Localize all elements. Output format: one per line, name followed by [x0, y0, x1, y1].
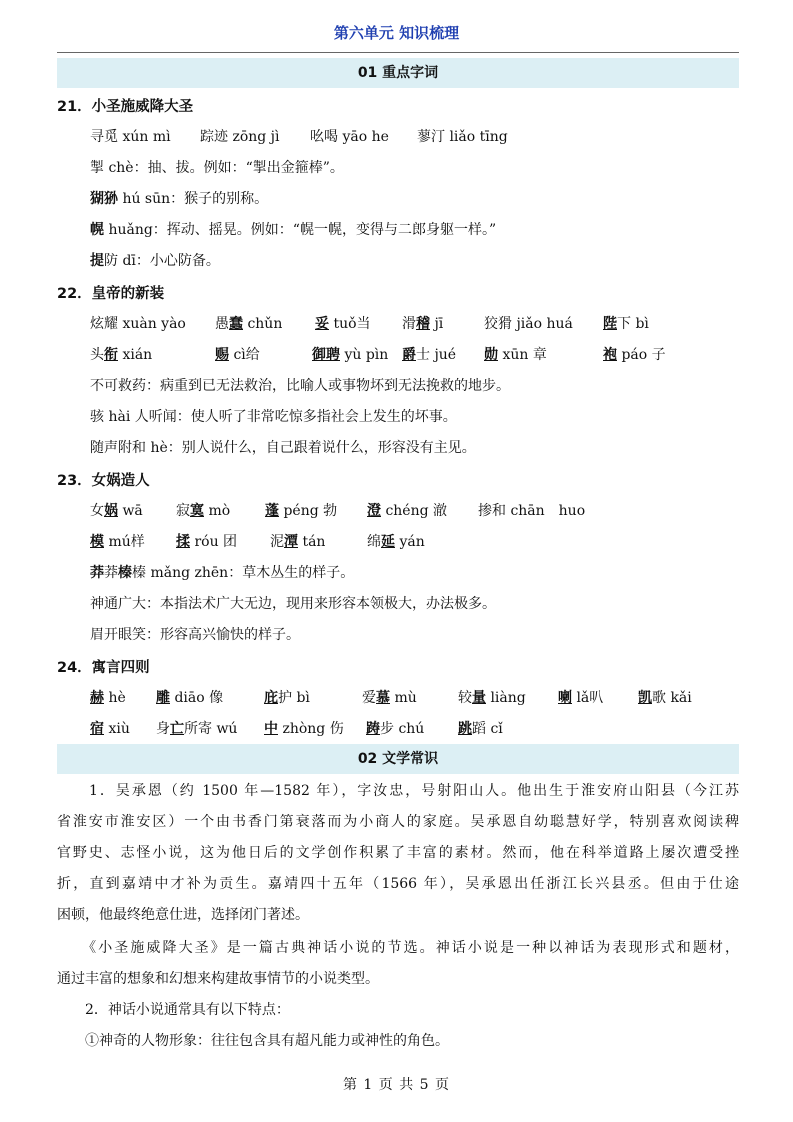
- paragraph-line: 1．吴承恩（约 1500 年—1582 年），字汝忠，号射阳山人。他出生于淮安府山阳县（今江苏: [57, 783, 739, 799]
- lesson-22-title: 22．皇帝的新装: [57, 286, 165, 302]
- word-item: 滑稽 jī: [402, 316, 444, 332]
- word-item: 宿 xiù: [90, 721, 130, 737]
- page-header-title: 第六单元 知识梳理: [333, 24, 460, 42]
- word-item: 中 zhòng 伤: [264, 721, 344, 737]
- definition-text: hú sūn：猴子的别称。: [118, 191, 269, 207]
- definition-text: huǎng：挥动、摇晃。例如：“幌一幌，变得与二郎身躯一样。”: [104, 222, 497, 238]
- word-item: 勋 xūn 章: [484, 347, 547, 363]
- word-item: 爱慕 mù: [362, 690, 417, 706]
- header-divider: [57, 52, 739, 53]
- definition-line: 神通广大：本指法术广大无边，现用来形容本领极大，办法极多。: [90, 596, 496, 612]
- definition-line: [90, 188, 268, 208]
- paragraph-line: 省淮安市淮安区）一个由书香门第衰落而为小商人的家庭。吴承恩自幼聪慧好学，特别喜欢阅读稗: [57, 814, 739, 830]
- lesson-24-title: 24．寓言四则: [57, 660, 150, 676]
- word-item: 炫耀 xuàn yào: [90, 316, 186, 332]
- word-item: 踪迹 zōng jì: [200, 129, 280, 145]
- word-item: 跳蹈 cǐ: [458, 721, 503, 737]
- word-item: 喇 lǎ叭: [558, 690, 604, 706]
- word-item: 绵延 yán: [367, 534, 425, 550]
- word-item: 头衔 xián: [90, 347, 153, 363]
- section-band-literature: 02 文学常识: [57, 744, 739, 774]
- word-item: 狡猾 jiǎo huá: [484, 316, 573, 332]
- word-item: 泥潭 tán: [270, 534, 326, 550]
- word-item: 寻觅 xún mì: [90, 129, 171, 145]
- word-item: 袍 páo 子: [603, 347, 666, 363]
- word-item: 吆喝 yāo he: [310, 129, 389, 145]
- word-item: 澄 chéng 澈: [367, 503, 448, 519]
- paragraph-line-end: 困顿，他最终绝意仕进，选择闭门著述。: [57, 907, 309, 923]
- word-item: 掺和 chān huo: [478, 503, 586, 519]
- word-item: 爵士 jué: [402, 347, 457, 363]
- word-item: 妥 tuǒ当: [315, 316, 371, 332]
- definition-line: [90, 219, 496, 239]
- word-item: 较量 liàng: [458, 690, 526, 706]
- definition-head: 提: [90, 253, 104, 269]
- word-item: 庇护 bì: [264, 690, 310, 706]
- definition-line: 莽莽榛榛 mǎng zhēn：草木丛生的样子。: [90, 565, 355, 581]
- word-item: 身亡所寄 wú: [156, 721, 238, 737]
- paragraph-line: 《小圣施威降大圣》是一篇古典神话小说的节选。神话小说是一种以神话为表现形式和题材，: [57, 940, 739, 956]
- word-item: 御聘 yù pìn: [312, 347, 389, 363]
- word-item: 凯歌 kǎi: [638, 690, 692, 706]
- word-item: 女娲 wā: [90, 503, 143, 519]
- section-band-key-words: 01 重点字词: [57, 58, 739, 88]
- lesson-23-title: 23．女娲造人: [57, 473, 150, 489]
- paragraph-line-end: 通过丰富的想象和幻想来构建故事情节的小说类型。: [57, 971, 379, 987]
- paragraph-line: 折，直到嘉靖中才补为贡生。嘉靖四十五年（1566 年），吴承恩出任浙江长兴县丞。但由于仕途: [57, 876, 739, 892]
- paragraph-line: 官野史、志怪小说，这为他日后的文学创作积累了丰富的素材。然而，他在科举道路上屡次遭受挫: [57, 845, 739, 861]
- definition-line: 眉开眼笑：形容高兴愉快的样子。: [90, 627, 300, 643]
- word-item: 蓼汀 liǎo tīng: [417, 129, 508, 145]
- definition-line: [90, 250, 220, 270]
- word-item: 蓬 péng 勃: [265, 503, 338, 519]
- lesson-21-title: 21．小圣施威降大圣: [57, 99, 194, 115]
- definition-text: chè：抽、拔。例如：“掣出金箍棒”。: [104, 160, 344, 176]
- definition-head: 猢狲: [90, 191, 118, 207]
- word-item: 寂寞 mò: [176, 503, 231, 519]
- word-item: 陛下 bì: [603, 316, 649, 332]
- word-item: 模 mú样: [90, 534, 145, 550]
- word-item: 雕 diāo 像: [156, 690, 224, 706]
- definition-text: 防 dī：小心防备。: [104, 253, 220, 269]
- definition-line: 骇 hài 人听闻：使人听了非常吃惊多指社会上发生的坏事。: [90, 409, 457, 425]
- definition-head: 幌: [90, 222, 104, 238]
- paragraph-line: 2．神话小说通常具有以下特点：: [57, 1002, 290, 1018]
- definition-line: 不可救药：病重到已无法救治，比喻人或事物坏到无法挽救的地步。: [90, 378, 510, 394]
- paragraph-line: ①神奇的人物形象：往往包含具有超凡能力或神性的角色。: [57, 1033, 449, 1049]
- definition-head: 掣: [90, 160, 104, 176]
- word-item: 揉 róu 团: [176, 534, 238, 550]
- definition-line: 随声附和 hè：别人说什么，自己跟着说什么，形容没有主见。: [90, 440, 476, 456]
- definition-line: [90, 157, 344, 177]
- word-item: 赫 hè: [90, 690, 126, 706]
- word-item: 踌步 chú: [366, 721, 425, 737]
- word-item: 赐 cì给: [215, 347, 260, 363]
- page-number-footer: 第 1 页 共 5 页: [342, 1077, 451, 1093]
- word-item: 愚蠢 chǔn: [215, 316, 283, 332]
